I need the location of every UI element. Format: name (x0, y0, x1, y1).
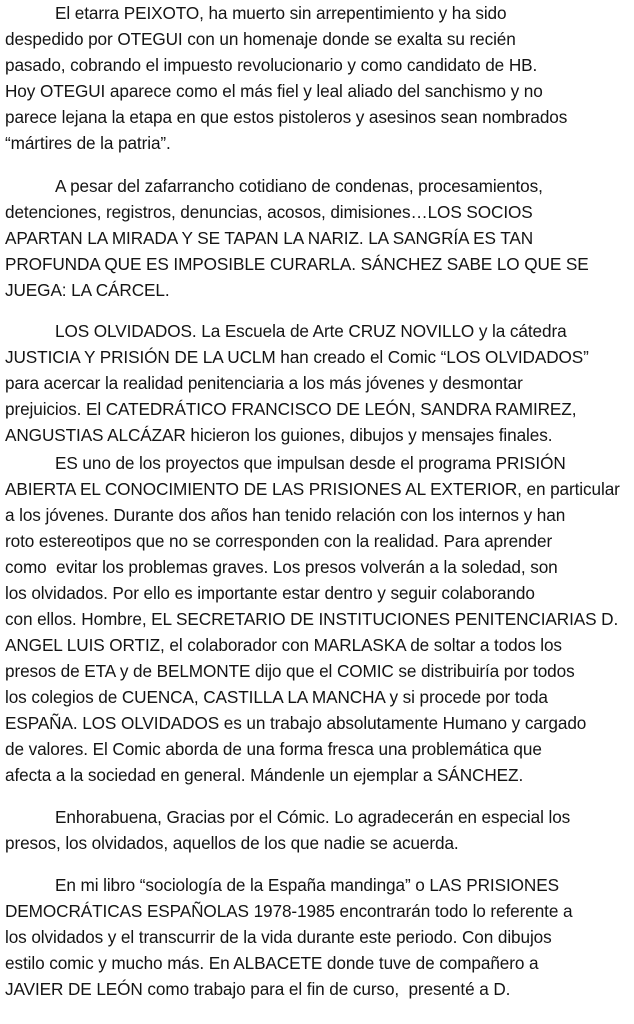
paragraph-4-line-4: roto estereotipos que no se corresponden con la realidad. Para aprender (5, 531, 553, 551)
paragraph-1-line-2: despedido por OTEGUI con un homenaje donde se exalta su recién (5, 29, 516, 49)
paragraph-6-line-1: En mi libro “sociología de la España mandinga” o LAS PRISIONES (55, 875, 559, 895)
paragraph-6-line-2: DEMOCRÁTICAS ESPAÑOLAS 1978-1985 encontrarán todo lo referente a (5, 901, 573, 921)
paragraph-2-line-5: JUEGA: LA CÁRCEL. (5, 280, 170, 300)
paragraph-4-line-12: de valores. El Comic aborda de una forma fresca una problemática que (5, 739, 542, 759)
paragraph-1-line-5: parece lejana la etapa en que estos pistoleros y asesinos sean nombrados (5, 107, 568, 127)
paragraph-1-line-6: “mártires de la patria”. (5, 133, 171, 153)
paragraph-4-line-9: presos de ETA y de BELMONTE dijo que el COMIC se distribuiría por todos (5, 661, 575, 681)
paragraph-2-line-3: APARTAN LA MIRADA Y SE TAPAN LA NARIZ. LA SANGRÍA ES TAN (5, 228, 534, 248)
paragraph-2-line-1: A pesar del zafarrancho cotidiano de condenas, procesamientos, (55, 176, 543, 196)
paragraph-5-line-1: Enhorabuena, Gracias por el Cómic. Lo agradecerán en especial los (55, 807, 571, 827)
paragraph-2-line-2: detenciones, registros, denuncias, acosos, dimisiones…LOS SOCIOS (5, 202, 533, 222)
paragraph-2-line-4: PROFUNDA QUE ES IMPOSIBLE CURARLA. SÁNCHEZ SABE LO QUE SE (5, 254, 589, 274)
paragraph-4-line-5: como evitar los problemas graves. Los presos volverán a la soledad, son (5, 557, 558, 577)
paragraph-4-line-1: ES uno de los proyectos que impulsan desde el programa PRISIÓN (55, 453, 566, 473)
paragraph-4-line-2: ABIERTA EL CONOCIMIENTO DE LAS PRISIONES AL EXTERIOR, en particular (5, 479, 620, 499)
paragraph-6-line-3: los olvidados y el transcurrir de la vida durante este periodo. Con dibujos (5, 927, 552, 947)
paragraph-3-line-3: para acercar la realidad penitenciaria a los más jóvenes y desmontar (5, 373, 523, 393)
paragraph-6-line-5: JAVIER DE LEÓN como trabajo para el fin de curso, presenté a D. (5, 979, 511, 999)
paragraph-4-line-6: los olvidados. Por ello es importante estar dentro y seguir colaborando (5, 583, 535, 603)
paragraph-1-line-1: El etarra PEIXOTO, ha muerto sin arrepentimiento y ha sido (55, 3, 507, 23)
paragraph-3-line-2: JUSTICIA Y PRISIÓN DE LA UCLM han creado el Comic “LOS OLVIDADOS” (5, 347, 589, 367)
paragraph-3-line-4: prejuicios. El CATEDRÁTICO FRANCISCO DE LEÓN, SANDRA RAMIREZ, (5, 399, 577, 419)
paragraph-4-line-10: los colegios de CUENCA, CASTILLA LA MANCHA y si procede por toda (5, 687, 548, 707)
paragraph-3-line-1: LOS OLVIDADOS. La Escuela de Arte CRUZ NOVILLO y la cátedra (55, 321, 567, 341)
paragraph-4-line-8: ANGEL LUIS ORTIZ, el colaborador con MARLASKA de soltar a todos los (5, 635, 562, 655)
paragraph-1-line-4: Hoy OTEGUI aparece como el más fiel y leal aliado del sanchismo y no (5, 81, 543, 101)
paragraph-6-line-4: estilo comic y mucho más. En ALBACETE donde tuve de compañero a (5, 953, 539, 973)
paragraph-4-line-13: afecta a la sociedad en general. Mándenle un ejemplar a SÁNCHEZ. (5, 765, 524, 785)
paragraph-4-line-7: con ellos. Hombre, EL SECRETARIO DE INSTITUCIONES PENITENCIARIAS D. (5, 609, 619, 629)
paragraph-4-line-11: ESPAÑA. LOS OLVIDADOS es un trabajo absolutamente Humano y cargado (5, 713, 587, 733)
paragraph-4-line-3: a los jóvenes. Durante dos años han tenido relación con los internos y han (5, 505, 566, 525)
paragraph-1-line-3: pasado, cobrando el impuesto revolucionario y como candidato de HB. (5, 55, 538, 75)
paragraph-3-line-5: ANGUSTIAS ALCÁZAR hicieron los guiones, dibujos y mensajes finales. (5, 425, 553, 445)
paragraph-5-line-2: presos, los olvidados, aquellos de los que nadie se acuerda. (5, 833, 459, 853)
